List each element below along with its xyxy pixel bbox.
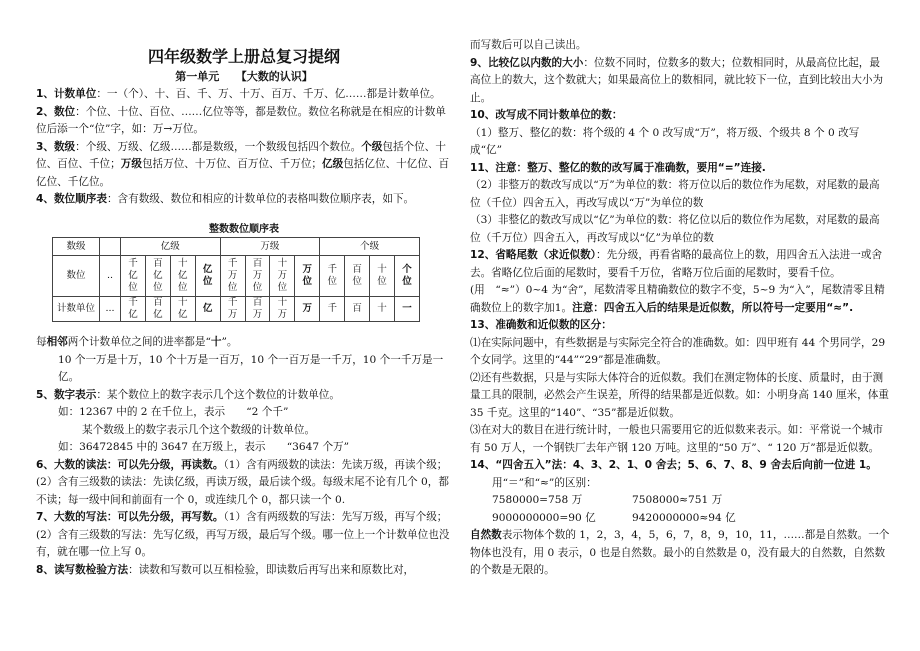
cell-wanji: 万级: [220, 237, 320, 256]
pos-label: 百亿位: [153, 258, 163, 293]
equation-row-1: [470, 492, 890, 510]
cell-dots: ..: [100, 256, 121, 297]
item-7-text: （1）含有两级数的写法：先写万级，再写个级；(2）含有三级数的写法：先写亿级，再写万级，最后写个级。哪一位上一个计数单位也没有，就在哪一位上写 0。: [36, 511, 450, 558]
pos-label: 百位: [352, 264, 362, 287]
pos-label: 千万位: [227, 258, 238, 293]
item-11-label: 11、注意：整万、整亿的数的改写属于准确数，要用“=”连接.: [470, 161, 766, 174]
unit-label: 千万: [227, 297, 238, 320]
unit-label: 十万: [277, 297, 288, 320]
item-3-text-d: 包括亿位、十亿位、百亿位、千亿位。: [36, 158, 450, 188]
item-10-label: 10、改写成不同计数单位的数：: [470, 109, 623, 121]
item-5-label: 5、数字表示: [36, 388, 97, 401]
eq-1a: 7580000=758 万: [492, 494, 583, 506]
table-row-units: [53, 297, 420, 322]
unit-label: 万: [302, 303, 313, 314]
item-12-text: ：先分级，再看省略的最高位上的数，用四舍五入法进一或舍去。省略亿位后面的尾数时，要看千万位，省略万位后面的尾数时，要看千位。(用 “≈”）0~4 为“舍”，尾数清零且精确数位的数字不变，5~9 为“入”，尾数清零且精确数位上的数字加1。: [470, 249, 885, 314]
item-3-text-c: 包括万位、十万位、百万位、千万位；: [141, 158, 323, 170]
pos-cell: [121, 256, 146, 297]
unit-label: 亿: [202, 303, 213, 314]
example-2: 某个数级上的数字表示几个这个数级的计数单位。: [82, 423, 316, 436]
item-3-yiji: 亿级: [322, 158, 344, 170]
item-8: [36, 562, 452, 580]
unit-label: 百万: [252, 297, 263, 320]
example-3: 如：36472845 中的 3647 在万级上，表示 “3647 个万”: [58, 441, 350, 453]
cell-yiji: 亿级: [121, 237, 221, 256]
eq-2a: 9000000000=90 亿: [492, 511, 596, 524]
item-12: [470, 247, 890, 317]
item-12-label: 12、省略尾数（求近似数）: [470, 249, 596, 261]
unit-label: 十: [377, 303, 387, 314]
pos-label: 十位: [377, 264, 387, 287]
unit-label: 千: [327, 303, 337, 314]
unit-label: 千亿: [128, 297, 138, 320]
item-3-text-b: 包括个位、十位、百位、千位；: [36, 140, 446, 170]
pos-label: 亿位: [202, 264, 213, 287]
cell-danwei: 计数单位: [53, 297, 100, 322]
cell-shuwei: 数位: [53, 256, 100, 297]
unit-cell: [245, 297, 270, 322]
item-4: [36, 191, 452, 209]
item-1: [36, 86, 452, 104]
pos-cell: [170, 256, 195, 297]
right-column: [470, 37, 890, 580]
item-2: [36, 104, 452, 139]
item-11-2: （2）非整万的数改写成以“万”为单位的数：将万位以后的数位作为尾数，对尾数的最高位（千位）四舍五入，再改写成以“万”为单位的数: [470, 179, 880, 209]
unit-cell: [394, 297, 419, 322]
pos-cell: [270, 256, 295, 297]
unit-heading: 第一单元 【大数的认识】: [175, 70, 313, 83]
item-13-3: ⑶在对大的数目在进行统计时，一般也只需要用它的近似数来表示。如：平常说一个城市有 50 万人，一个钢铁厂去年产钢 120 万吨。这里的“50 万”、“ 120 万”都是近似数。: [470, 424, 884, 454]
unit-cell: [170, 297, 195, 322]
item-8-text: ：读数和写数可以互相检验，即读数后再写出来和原数比对，: [128, 563, 415, 576]
item-3-wanji: 万级: [120, 158, 142, 170]
eq-1b: 7508000≈751 万: [632, 494, 723, 506]
adj-d: 十: [210, 336, 222, 348]
unit-label: 百亿: [153, 297, 163, 320]
unit-cell: [195, 297, 220, 322]
pos-cell: [220, 256, 245, 297]
item-9-label: 9、比较亿以内数的大小: [470, 56, 584, 69]
adj-a: 每: [36, 336, 47, 348]
pos-label: 百万位: [252, 258, 263, 293]
pos-label: 千位: [327, 264, 337, 287]
page-title: 四年级数学上册总复习提纲: [147, 47, 340, 66]
item-3-label: 3、数级: [36, 140, 76, 153]
pos-label: 万位: [302, 264, 313, 287]
pos-cell: [394, 256, 419, 297]
item-4-text: ：含有数级、数位和相应的计数单位的表格叫数位顺序表，如下。: [106, 193, 415, 205]
item-7: [36, 509, 452, 562]
unit-cell: [145, 297, 170, 322]
adj-b: 相邻: [46, 336, 68, 348]
item-3-geji: 个级: [361, 140, 383, 153]
unit-label: 一: [402, 303, 412, 314]
cell-blank: [100, 237, 121, 256]
item-6-label: 6、大数的读法：可以先分级，再读数。: [36, 458, 224, 471]
pos-cell: [195, 256, 220, 297]
cell-dots-2: ...: [100, 297, 121, 322]
pos-label: 十万位: [277, 258, 288, 293]
item-13-label: 13、准确数和近似数的区分：: [470, 319, 612, 331]
item-2-text: ：个位、十位、百位、……亿位等等，都是数位。数位名称就是在相应的计数单位后添一个“位”字，如：万→万位。: [36, 105, 446, 135]
table-caption: 整数数位顺序表: [209, 223, 279, 235]
item-13-1: ⑴在实际问题中，有些数据是与实际完全符合的准确数。如：四甲班有 44 个男同学，29 个女同学。这里的“44”“29”都是准确数。: [470, 336, 886, 366]
eq-2b: 9420000000≈94 亿: [632, 511, 736, 524]
unit-cell: [320, 297, 345, 322]
item-4-label: 4、数位顺序表: [36, 193, 107, 205]
place-value-table: [52, 237, 420, 323]
pos-cell: [345, 256, 370, 297]
unit-cell: [345, 297, 370, 322]
item-14-label: 14、“四舍五入”法：4、3、2、1、0 舍去；5、6、7、8、9 舍去后向前一位进 1。: [470, 459, 877, 471]
item-5: [36, 387, 452, 405]
item-1-label: 1、计数单位: [36, 88, 97, 100]
unit-cell: [295, 297, 320, 322]
pos-cell: [145, 256, 170, 297]
item-7-label: 7、大数的写法：可以先分级，再写数。: [36, 511, 224, 523]
left-column: [36, 0, 452, 579]
natural-numbers: [470, 527, 890, 580]
adj-c: 两个计数单位之间的进率都是“: [67, 336, 211, 348]
unit-cell: [121, 297, 146, 322]
adjacent-rate: [36, 334, 452, 352]
adj-e: ”。: [221, 336, 238, 348]
equation-row-2: [470, 510, 890, 528]
table-row-positions: [53, 256, 420, 297]
pos-cell: [295, 256, 320, 297]
adjacent-rate-examples: 10 个一万是十万，10 个十万是一百万，10 个一百万是一千万，10 个一千万是一亿。: [58, 353, 444, 383]
natural-text: 表示物体个数的 1，2，3，4，5，6，7，8，9，10，11，……都是自然数。一个物体也没有，用 0 表示，0 也是自然数。最小的自然数是 0，没有最大的自然数，自然数的个数是无限的。: [470, 529, 890, 576]
item-5-text: ：某个数位上的数字表示几个这个数位的计数单位。: [96, 388, 340, 401]
unit-label: 十亿: [178, 297, 188, 320]
item-12-note: 注意：四舍五入后的结果是近似数，所以符号一定要用“≈”.: [572, 301, 854, 314]
unit-cell: [370, 297, 395, 322]
item-9-text: ：位数不同时，位数多的数大；位数相同时，从最高位比起，最高位上的数大，这个数就大；如果最高位上的数相同，就比较下一位，直到比较出大小为止。: [470, 56, 884, 104]
item-11-3: （3）非整亿的数改写成以“亿”为单位的数：将亿位以后的数位作为尾数，对尾数的最高位（千万位）四舍五入，再改写成以“亿”为单位的数: [470, 214, 880, 244]
item-2-label: 2、数位: [36, 105, 76, 118]
item-14-text: 用“＝”和“≈”的区别：: [492, 476, 597, 489]
unit-cell: [220, 297, 245, 322]
cell-shuji: 数级: [53, 237, 100, 256]
pos-label: 个位: [402, 264, 412, 287]
pos-label: 十亿位: [178, 258, 188, 293]
item-1-text: ：一（个）、十、百、千、万、十万、百万、千万、亿……都是计数单位。: [96, 88, 441, 100]
cell-geji: 个级: [320, 237, 420, 256]
table-row-levels: [53, 237, 420, 256]
item-9: [470, 55, 890, 108]
item-3: [36, 139, 452, 192]
natural-label: 自然数: [470, 529, 502, 541]
item-3-text-a: ：个级、万级、亿级……都是数级，一个数级包括四个数位。: [75, 140, 362, 153]
unit-cell: [270, 297, 295, 322]
pos-cell: [320, 256, 345, 297]
pos-label: 千亿位: [128, 258, 138, 293]
item-6: [36, 457, 452, 510]
item-8-label: 8、读写数检验方法: [36, 563, 129, 576]
pos-cell: [245, 256, 270, 297]
item-10-text: （1）整万、整亿的数：将个级的 4 个 0 改写成“万”，将万级、个级共 8 个 0 改写成“亿”: [470, 126, 860, 156]
item-6-text: （1）含有两级数的读法：先读万级，再读个级；(2）含有三级数的读法：先读亿级，再读万级，最后读个级。每级末尾不论有几个 0，都不读；每一级中间和前面有一个 0，或连续几个 0，都只读一个 0.: [36, 458, 449, 506]
example-1: 如：12367 中的 2 在千位上，表示 “2 个千”: [58, 406, 289, 418]
unit-label: 百: [352, 303, 362, 314]
continuation: 而写数后可以自己读出。: [470, 39, 587, 51]
pos-cell: [370, 256, 395, 297]
item-13-2: ⑵还有些数据，只是与实际大体符合的近似数。我们在测定物体的长度、质量时，由于测量工具的限制，必然会产生误差，所得的结果都是近似数。如：小明身高 140 厘米，体重 35 千克。这里的“140”、“35”都是近似数。: [470, 371, 889, 419]
